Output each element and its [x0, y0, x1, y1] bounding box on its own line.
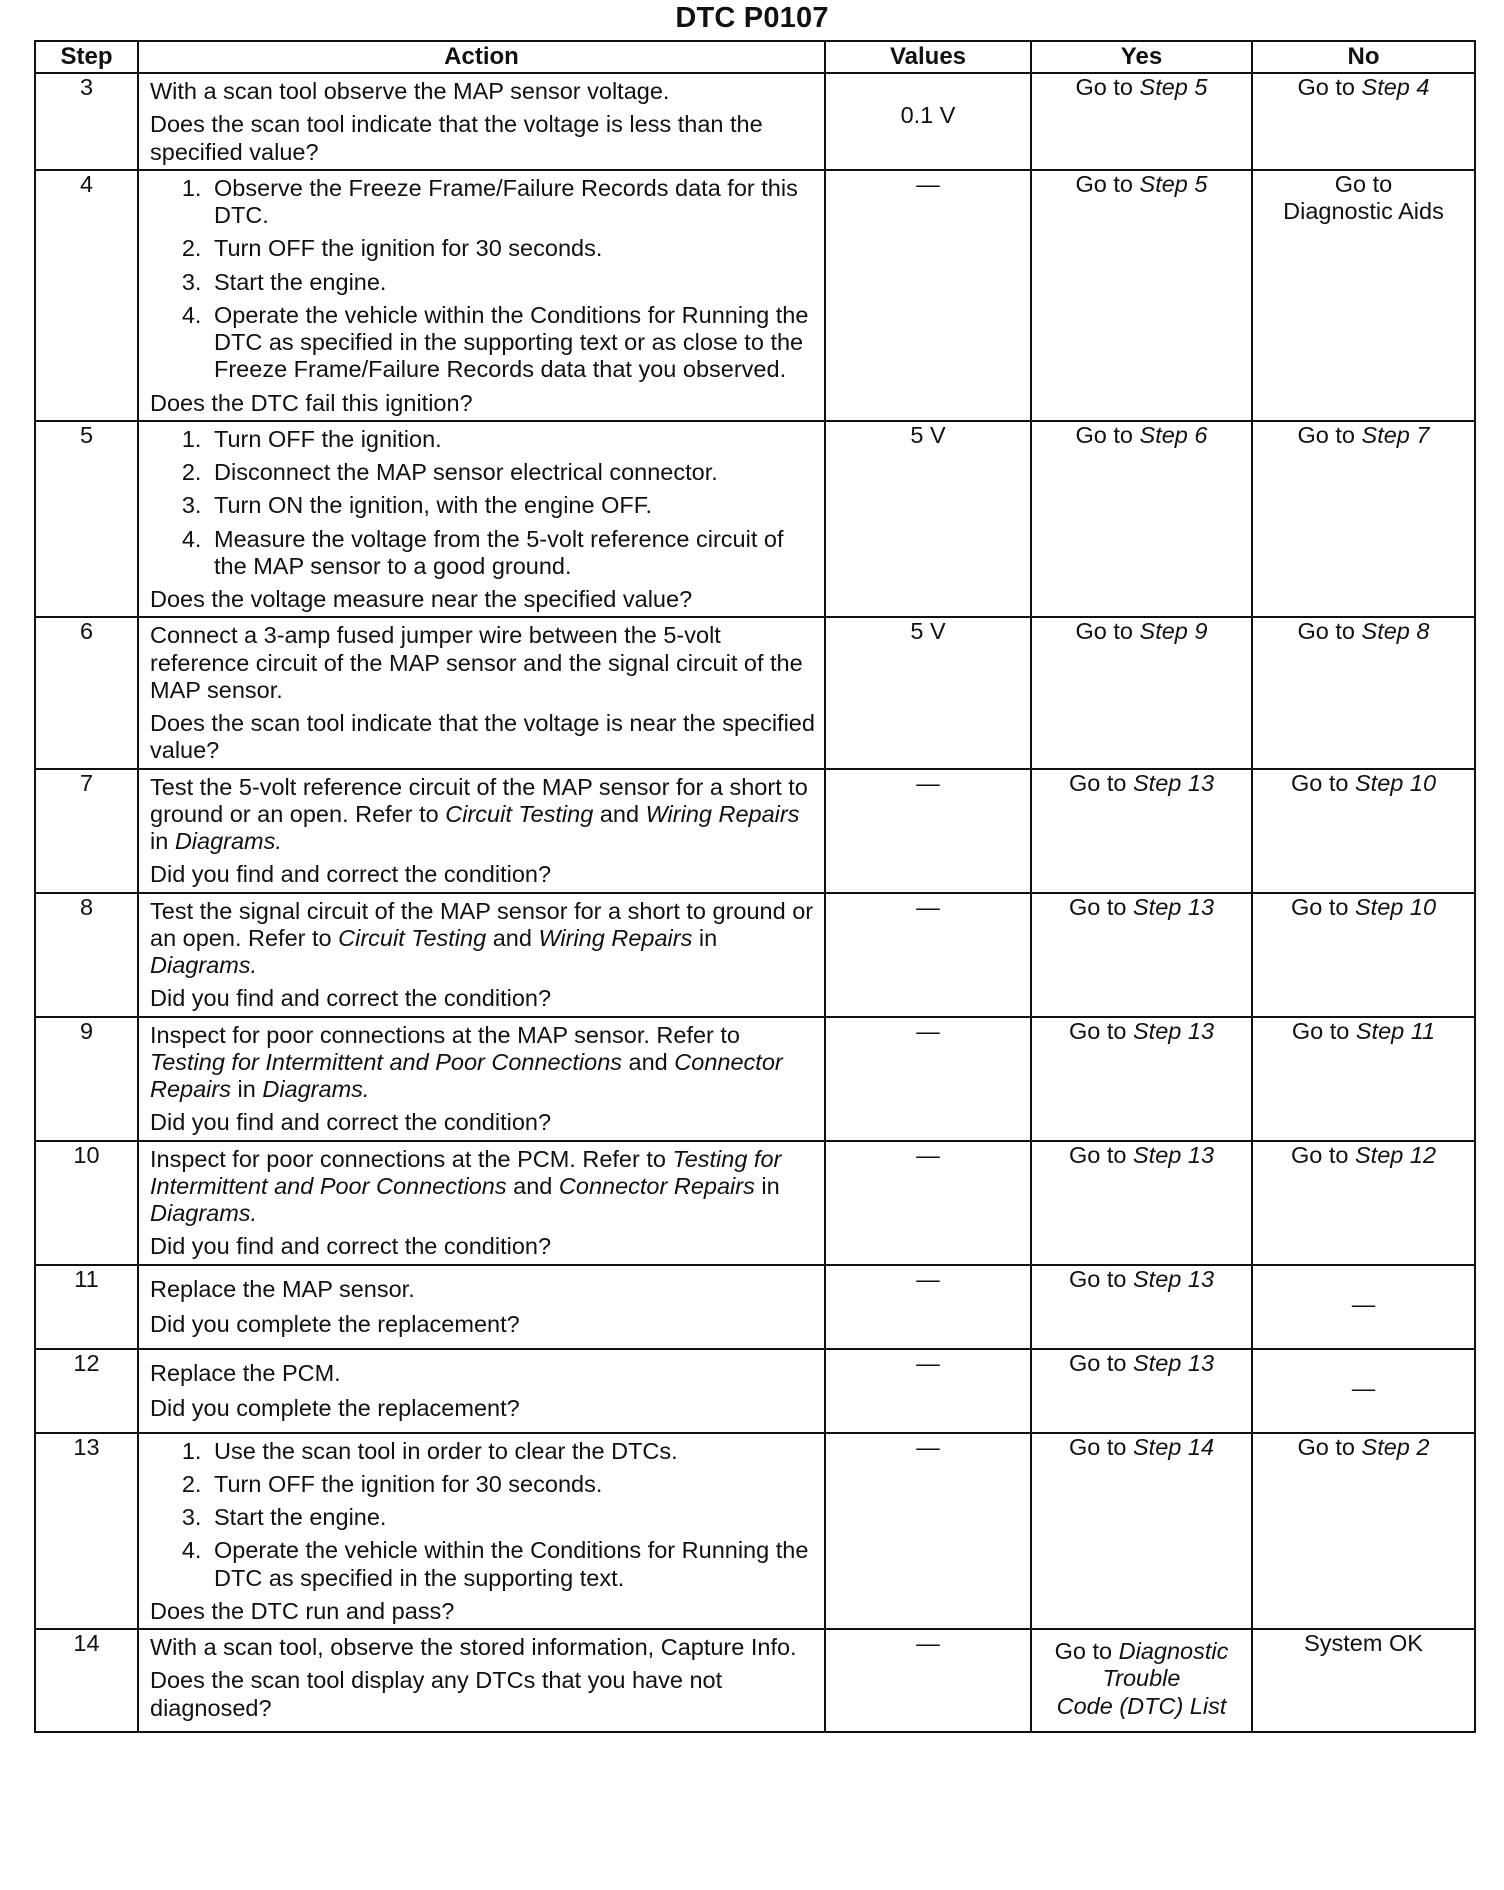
table-row [35, 1629, 1475, 1732]
value-cell: — [825, 769, 1031, 893]
action-text: Replace the MAP sensor. [150, 1275, 415, 1302]
no-cell [1252, 893, 1475, 1017]
diagrams-link[interactable]: Diagrams. [262, 1076, 370, 1102]
diagrams-link[interactable]: Diagrams. [150, 1200, 258, 1226]
list-item: 1. Observe the Freeze Frame/Failure Records data for this DTC. [208, 175, 816, 230]
list-item: 2. Turn OFF the ignition for 30 seconds. [208, 1471, 816, 1498]
diagrams-link[interactable]: Diagrams. [150, 952, 258, 978]
testing-intermittent-link[interactable]: Testing for Intermittent and Poor Connections [150, 1048, 623, 1075]
list-item: 4. Operate the vehicle within the Conditions for Running the DTC as specified in the supporting text. [208, 1537, 816, 1592]
yes-text: Go to [1075, 618, 1133, 645]
table-row [35, 1017, 1475, 1141]
no-text: Go to [1290, 1141, 1349, 1168]
action-question: Did you find and correct the condition? [150, 985, 552, 1012]
action-cell [138, 1349, 825, 1433]
yes-step-link[interactable]: Step 13 [1133, 1265, 1215, 1292]
action-steps-list [150, 1438, 816, 1592]
yes-text: Go to [1075, 170, 1133, 197]
yes-step-link[interactable]: Step 5 [1139, 74, 1208, 100]
action-cell [138, 617, 825, 768]
action-question: Does the DTC run and pass? [150, 1597, 455, 1624]
header-action: Action [138, 41, 825, 73]
no-step-link[interactable]: Step 10 [1355, 893, 1437, 920]
step-number: 3 [35, 73, 138, 170]
dtc-list-link[interactable]: Diagnostic [1118, 1638, 1229, 1665]
no-cell [1252, 1017, 1475, 1141]
no-text: Go to [1297, 1433, 1355, 1460]
table-row [35, 1265, 1475, 1349]
no-step-link[interactable]: Step 8 [1361, 618, 1430, 645]
action-text [150, 774, 816, 856]
value-cell: — [825, 893, 1031, 1017]
connector-repairs-link[interactable]: Connector Repairs [150, 1048, 783, 1102]
action-cell [138, 73, 825, 170]
yes-cell [1031, 170, 1252, 421]
list-item: 1. Turn OFF the ignition. [208, 426, 816, 453]
yes-step-link[interactable]: Step 13 [1133, 1017, 1215, 1044]
table-row [35, 1349, 1475, 1433]
action-text: With a scan tool, observe the stored information, Capture Info. [150, 1634, 797, 1660]
value-cell: — [825, 1433, 1031, 1630]
list-item: 3. Turn ON the ignition, with the engine OFF. [208, 492, 816, 519]
yes-step-link[interactable]: Step 13 [1133, 893, 1215, 920]
yes-cell [1031, 1141, 1252, 1265]
action-question: Did you find and correct the condition? [150, 861, 552, 888]
header-step: Step [35, 41, 138, 73]
no-text: Go to [1297, 618, 1355, 645]
yes-step-link[interactable]: Step 9 [1139, 618, 1208, 645]
step-number: 10 [35, 1141, 138, 1265]
yes-cell [1031, 1629, 1252, 1732]
header-yes: Yes [1031, 41, 1252, 73]
action-cell [138, 1141, 825, 1265]
header-values: Values [825, 41, 1031, 73]
action-cell [138, 893, 825, 1017]
yes-text: Go to [1068, 769, 1127, 796]
action-question: Did you complete the replacement? [150, 1395, 520, 1421]
wiring-repairs-link[interactable]: Wiring Repairs [538, 924, 693, 951]
action-cell [138, 1433, 825, 1630]
connector-repairs-link[interactable]: Connector Repairs [558, 1172, 755, 1199]
no-text: Go to [1297, 74, 1355, 100]
yes-cell [1031, 1265, 1252, 1349]
action-cell [138, 1629, 825, 1732]
action-cell [138, 769, 825, 893]
dtc-table [34, 40, 1476, 1733]
no-text: Go to [1290, 893, 1349, 920]
action-text-part: Test the signal circuit of the MAP sensor for a short to ground or an open. Refer to [150, 897, 814, 951]
no-step-link[interactable]: Step 2 [1361, 1433, 1430, 1460]
table-row [35, 73, 1475, 170]
yes-cell [1031, 1017, 1252, 1141]
table-row [35, 1433, 1475, 1630]
no-text: Go to [1297, 421, 1355, 448]
value-cell: 5 V [825, 421, 1031, 618]
yes-step-link[interactable]: Step 6 [1139, 421, 1208, 448]
no-cell [1252, 617, 1475, 768]
diagrams-link[interactable]: Diagrams. [174, 828, 282, 854]
action-text-part: in [761, 1172, 780, 1199]
table-row [35, 769, 1475, 893]
header-no: No [1252, 41, 1475, 73]
yes-text: Go to [1068, 1265, 1127, 1292]
table-row [35, 421, 1475, 618]
step-number: 5 [35, 421, 138, 618]
no-cell: — [1252, 1349, 1475, 1433]
yes-text: Go to [1075, 421, 1133, 448]
no-step-link[interactable]: Step 4 [1361, 74, 1430, 100]
value-cell: 5 V [825, 617, 1031, 768]
value-cell: — [825, 1141, 1031, 1265]
step-number: 11 [35, 1265, 138, 1349]
action-cell [138, 1017, 825, 1141]
action-question: Did you find and correct the condition? [150, 1233, 552, 1260]
action-text-part: in [698, 924, 718, 951]
page-title: DTC P0107 [675, 2, 829, 34]
action-question: Did you find and correct the condition? [150, 1109, 552, 1136]
action-cell [138, 1265, 825, 1349]
testing-intermittent-link[interactable]: Testing for Intermittent and Poor Connections [150, 1145, 782, 1199]
no-cell: System OK [1252, 1629, 1475, 1732]
no-cell [1252, 1433, 1475, 1630]
step-number: 4 [35, 170, 138, 421]
value-cell: — [825, 1017, 1031, 1141]
value-cell: — [825, 170, 1031, 421]
list-item: 4. Measure the voltage from the 5-volt reference circuit of the MAP sensor to a good ground. [208, 526, 816, 581]
action-text-part: and [628, 1048, 668, 1075]
table-row [35, 893, 1475, 1017]
table-row [35, 170, 1475, 421]
yes-cell [1031, 421, 1252, 618]
action-question: Does the voltage measure near the specified value? [150, 586, 693, 612]
list-item: 2. Disconnect the MAP sensor electrical connector. [208, 459, 816, 486]
yes-cell [1031, 73, 1252, 170]
no-cell [1252, 769, 1475, 893]
dtc-list-link-line3[interactable]: Code (DTC) List [1056, 1692, 1227, 1719]
action-question: Did you complete the replacement? [150, 1311, 520, 1337]
action-cell [138, 170, 825, 421]
yes-text: Go to [1068, 893, 1127, 920]
no-cell [1252, 1141, 1475, 1265]
yes-text: Go to [1075, 74, 1133, 100]
list-item: 3. Start the engine. [208, 1504, 816, 1531]
action-text-part: Inspect for poor connections at the PCM. Refer to [150, 1145, 666, 1172]
action-text [150, 1146, 816, 1228]
yes-cell [1031, 617, 1252, 768]
action-text-part: and [513, 1172, 553, 1199]
step-number: 13 [35, 1433, 138, 1630]
yes-step-link[interactable]: Step 13 [1133, 769, 1215, 796]
list-item: 4. Operate the vehicle within the Conditions for Running the DTC as specified in the supporting text or as close to the Freeze Frame/Failure Records data that you observed. [208, 302, 816, 384]
list-item: 2. Turn OFF the ignition for 30 seconds. [208, 235, 816, 262]
yes-cell [1031, 893, 1252, 1017]
wiring-repairs-link[interactable]: Wiring Repairs [645, 800, 800, 827]
header-row [35, 41, 1475, 73]
yes-cell [1031, 1433, 1252, 1630]
list-item: 1. Use the scan tool in order to clear the DTCs. [208, 1438, 816, 1465]
no-cell: — [1252, 1265, 1475, 1349]
yes-step-link[interactable]: Step 13 [1133, 1349, 1215, 1376]
no-step-link[interactable]: Step 7 [1361, 421, 1430, 448]
action-text-part: in [150, 828, 169, 854]
action-text-part: Test the 5-volt reference circuit of the MAP sensor for a short to ground or an open. Refer to [150, 773, 808, 827]
no-step-link[interactable]: Step 11 [1355, 1017, 1436, 1044]
no-text: Go to [1334, 170, 1393, 197]
action-text-part: and [492, 924, 532, 951]
action-question: Does the DTC fail this ignition? [150, 389, 473, 416]
step-number: 8 [35, 893, 138, 1017]
no-step-link[interactable]: Step 12 [1355, 1141, 1437, 1168]
table-row [35, 617, 1475, 768]
yes-step-link[interactable]: Step 5 [1139, 170, 1208, 197]
action-text: Replace the PCM. [150, 1359, 341, 1386]
list-item: 3. Start the engine. [208, 269, 816, 296]
value-cell: — [825, 1629, 1031, 1732]
action-cell [138, 421, 825, 618]
step-number: 6 [35, 617, 138, 768]
value-cell: — [825, 1349, 1031, 1433]
no-cell [1252, 421, 1475, 618]
action-text-part: Inspect for poor connections at the MAP sensor. Refer to [150, 1021, 741, 1048]
dtc-list-link-line2[interactable]: Trouble [1102, 1665, 1181, 1692]
action-steps-list [150, 175, 816, 384]
no-cell [1252, 73, 1475, 170]
yes-text: Go to [1068, 1433, 1127, 1460]
action-question: Does the scan tool display any DTCs that you have not diagnosed? [150, 1667, 723, 1721]
action-text-part: and [599, 800, 640, 827]
step-number: 9 [35, 1017, 138, 1141]
action-text-part: in [237, 1076, 256, 1102]
step-number: 12 [35, 1349, 138, 1433]
action-steps-list [150, 426, 816, 580]
step-number: 14 [35, 1629, 138, 1732]
no-text: Go to [1291, 1017, 1350, 1044]
value-cell: — [825, 1265, 1031, 1349]
value-cell: 0.1 V [825, 73, 1031, 170]
yes-text: Go to [1054, 1638, 1113, 1665]
yes-text: Go to [1068, 1349, 1127, 1376]
action-text: With a scan tool observe the MAP sensor voltage. [150, 78, 670, 104]
action-text: Connect a 3-amp fused jumper wire between the 5-volt reference circuit of the MAP sensor and the signal circuit of the MAP sensor. [150, 622, 803, 703]
yes-cell [1031, 1349, 1252, 1433]
action-question: Does the scan tool indicate that the voltage is near the specified value? [150, 710, 815, 764]
yes-step-link[interactable]: Step 13 [1133, 1141, 1215, 1168]
no-diagnostic-aids-link[interactable]: Diagnostic Aids [1283, 198, 1444, 224]
step-number: 7 [35, 769, 138, 893]
action-text [150, 1022, 816, 1104]
yes-text: Go to [1068, 1141, 1127, 1168]
no-cell [1252, 170, 1475, 421]
yes-text: Go to [1068, 1017, 1127, 1044]
table-row [35, 1141, 1475, 1265]
circuit-testing-link[interactable]: Circuit Testing [445, 800, 594, 827]
yes-step-link[interactable]: Step 14 [1133, 1433, 1215, 1460]
no-step-link[interactable]: Step 10 [1355, 769, 1437, 796]
action-text [150, 898, 816, 980]
yes-cell [1031, 769, 1252, 893]
no-text: Go to [1290, 769, 1349, 796]
action-question: Does the scan tool indicate that the voltage is less than the specified value? [150, 111, 763, 165]
circuit-testing-link[interactable]: Circuit Testing [338, 924, 487, 951]
